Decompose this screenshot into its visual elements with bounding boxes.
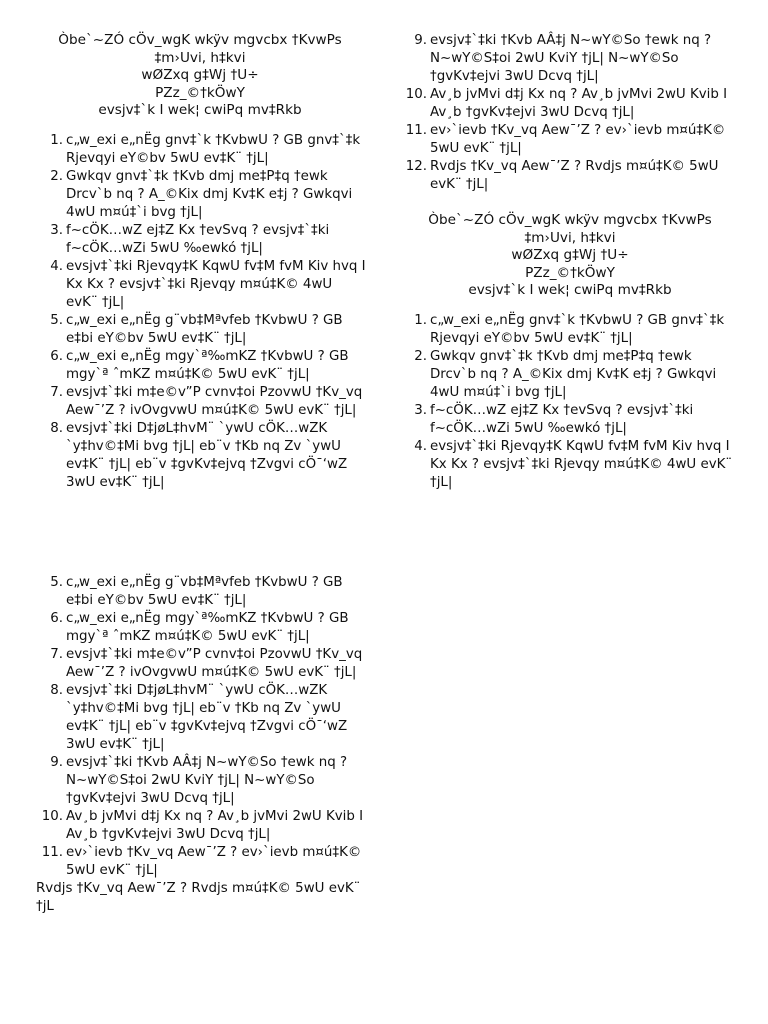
header-line-subject: evsjv‡`k I wek¦ cwiPq mv‡Rkb bbox=[468, 282, 672, 298]
header-line-location: ‡m›Uvi, h‡kvi bbox=[524, 229, 616, 246]
list-item: 1. c„w_exi e„nËg gnv‡`k †KvbwU ? GB gnv‡`‡k Rjevqyi eY©bv 5wU ev‡K¨ †jL| bbox=[414, 313, 725, 346]
question-list-left-bottom bbox=[36, 574, 370, 916]
list-item: 10. Av¸b jvMvi d‡j Kx nq ? Av¸b jvMvi 2wU Kvib I Av¸b †gvKv‡ejvi 3wU Dcvq †jL| bbox=[405, 87, 728, 120]
list-item: 11. ev›`ievb †Kv_vq Aew¯’Z ? ev›`ievb m¤ú‡K© 5wU evK¨ †jL| bbox=[41, 845, 362, 878]
header-line-subject: evsjv‡`k I wek¦ cwiPq mv‡Rkb bbox=[98, 102, 302, 118]
list-item: 9. evsjv‡`‡ki †Kvb AÂ‡j N~wY©So †ewk nq ? N~wY©S‡oi 2wU KviY †jL| N~wY©So †gvKv‡ejvi 3wU Dcvq †jL| bbox=[414, 33, 712, 84]
list-item: 12. Rvdjs †Kv_vq Aew¯’Z ? Rvdjs m¤ú‡K© 5wU evK¨ †jL| bbox=[405, 159, 719, 192]
list-item: 7. evsjv‡`‡ki m‡e©v”P cvnv‡oi PzovwU †Kv_vq Aew¯’Z ? ivOvgvwU m¤ú‡K© 5wU evK¨ †jL| bbox=[50, 647, 363, 680]
header-line-school: Òbe`~ZÓ cÖv_wgK wkÿv mgvcbx †KvwPs bbox=[58, 32, 342, 48]
list-item: 6. c„w_exi e„nËg mgy`ª‰mKZ †KvbwU ? GB mgy`ª ˆmKZ m¤ú‡K© 5wU evK¨ †jL| bbox=[50, 349, 349, 382]
list-item: 10. Av¸b jvMvi d‡j Kx nq ? Av¸b jvMvi 2wU Kvib I Av¸b †gvKv‡ejvi 3wU Dcvq †jL| bbox=[41, 809, 364, 842]
question-list-right-top bbox=[400, 32, 740, 194]
header-line-school: Òbe`~ZÓ cÖv_wgK wkÿv mgvcbx †KvwPs bbox=[428, 212, 712, 228]
list-item: 4. evsjv‡`‡ki Rjevqy‡K KqwU fv‡M fvM Kiv hvq I Kx Kx ? evsjv‡`‡ki Rjevqy m¤ú‡K© 4wU evK¨ †jL| bbox=[50, 259, 366, 310]
list-item: 5. c„w_exi e„nËg g¨vb‡Mªvfeb †KvbwU ? GB e‡bi eY©bv 5wU ev‡K¨ †jL| bbox=[50, 575, 343, 608]
list-item: 5. c„w_exi e„nËg g¨vb‡Mªvfeb †KvbwU ? GB e‡bi eY©bv 5wU ev‡K¨ †jL| bbox=[50, 313, 343, 346]
header-line-class: PZz_©†kÖwY bbox=[525, 264, 615, 281]
question-list-left-top bbox=[36, 132, 368, 492]
list-item: 6. c„w_exi e„nËg mgy`ª‰mKZ †KvbwU ? GB mgy`ª ˆmKZ m¤ú‡K© 5wU evK¨ †jL| bbox=[50, 611, 349, 644]
header-line-class: PZz_©†kÖwY bbox=[155, 84, 245, 101]
list-item: Rvdjs †Kv_vq Aew¯’Z ? Rvdjs m¤ú‡K© 5wU evK¨ †jL bbox=[36, 881, 361, 914]
left-header bbox=[40, 32, 360, 120]
list-item: 4. evsjv‡`‡ki Rjevqy‡K KqwU fv‡M fvM Kiv hvq I Kx Kx ? evsjv‡`‡ki Rjevqy m¤ú‡K© 4wU evK¨ †jL| bbox=[414, 439, 733, 490]
list-item: 3. f~cÖK…wZ ej‡Z Kx †evSvq ? evsjv‡`‡ki f~cÖK…wZi 5wU ‰ewkó †jL| bbox=[414, 403, 694, 436]
header-line-location: ‡m›Uvi, h‡kvi bbox=[154, 49, 246, 66]
right-header bbox=[402, 212, 738, 300]
list-item: 2. Gwkqv gnv‡`‡k †Kvb dmj me‡P‡q †ewk Drcv`b nq ? A_©Kix dmj Kv‡K e‡j ? Gwkqvi 4wU m¤ú‡`i bvg †jL| bbox=[50, 169, 353, 220]
list-item: 2. Gwkqv gnv‡`‡k †Kvb dmj me‡P‡q †ewk Drcv`b nq ? A_©Kix dmj Kv‡K e‡j ? Gwkqvi 4wU m¤ú‡`i bvg †jL| bbox=[414, 349, 717, 400]
list-item: 8. evsjv‡`‡ki D‡jøL‡hvM¨ `ywU cÖK…wZK `y‡hv©‡Mi bvg †jL| eb¨v †Kb nq Zv `ywU ev‡K¨ †jL| eb¨v ‡gvKv‡ejvq †Zvgvi cÖ¯‘wZ 3wU ev‡K¨ †jL| bbox=[50, 421, 348, 490]
header-line-test: wØZxq g‡Wj †U÷ bbox=[511, 247, 629, 263]
list-item: 1. c„w_exi e„nËg gnv‡`k †KvbwU ? GB gnv‡`‡k Rjevqyi eY©bv 5wU ev‡K¨ †jL| bbox=[50, 133, 361, 166]
list-item: 3. f~cÖK…wZ ej‡Z Kx †evSvq ? evsjv‡`‡ki f~cÖK…wZi 5wU ‰ewkó †jL| bbox=[50, 223, 330, 256]
list-item: 7. evsjv‡`‡ki m‡e©v”P cvnv‡oi PzovwU †Kv_vq Aew¯’Z ? ivOvgvwU m¤ú‡K© 5wU evK¨ †jL| bbox=[50, 385, 363, 418]
list-item: 9. evsjv‡`‡ki †Kvb AÂ‡j N~wY©So †ewk nq ? N~wY©S‡oi 2wU KviY †jL| N~wY©So †gvKv‡ejvi 3wU Dcvq †jL| bbox=[50, 755, 348, 806]
list-item: 8. evsjv‡`‡ki D‡jøL‡hvM¨ `ywU cÖK…wZK `y‡hv©‡Mi bvg †jL| eb¨v †Kb nq Zv `ywU ev‡K¨ †jL| eb¨v ‡gvKv‡ejvq †Zvgvi cÖ¯‘wZ 3wU ev‡K¨ †jL| bbox=[50, 683, 348, 752]
list-item: 11. ev›`ievb †Kv_vq Aew¯’Z ? ev›`ievb m¤ú‡K© 5wU evK¨ †jL| bbox=[405, 123, 726, 156]
question-list-right-bottom bbox=[400, 312, 740, 492]
header-line-test: wØZxq g‡Wj †U÷ bbox=[141, 67, 259, 83]
